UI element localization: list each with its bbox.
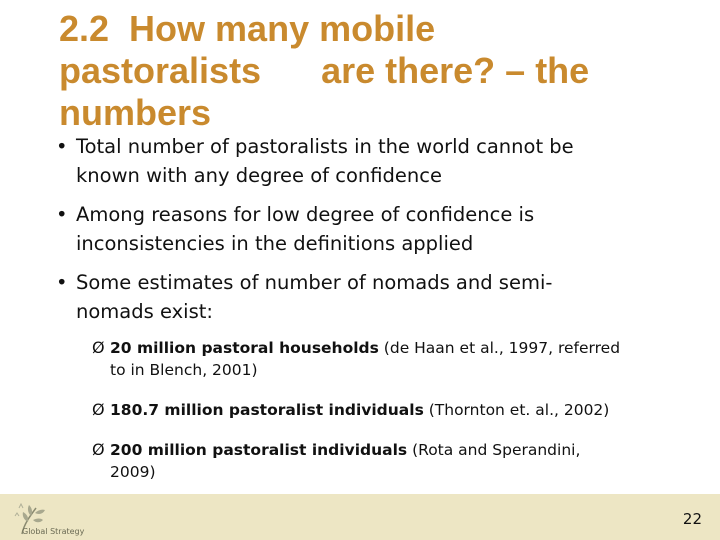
bullet-line: inconsistencies in the definitions applied bbox=[76, 232, 474, 255]
sub-bullet-line bbox=[92, 399, 682, 421]
bullet-item bbox=[56, 268, 676, 326]
bullet-line: Total number of pastoralists in the world cannot be bbox=[76, 135, 574, 158]
sub-bullet-rest: (Rota and Sperandini, bbox=[407, 441, 581, 459]
bullet-line: nomads exist: bbox=[76, 300, 213, 323]
arrow-bullet-icon: Ø bbox=[92, 400, 105, 419]
title-line-3: numbers bbox=[59, 92, 212, 133]
sub-bullet-bold: 180.7 million pastoralist individuals bbox=[110, 401, 424, 419]
bullet-item bbox=[56, 132, 676, 190]
sub-bullet-rest: (de Haan et al., 1997, referred bbox=[378, 339, 621, 357]
sub-bullet-line: to in Blench, 2001) bbox=[110, 361, 258, 379]
sub-bullet-item bbox=[92, 337, 682, 381]
bullet-line: Some estimates of number of nomads and semi- bbox=[76, 271, 553, 294]
logo-text: Global Strategy bbox=[22, 527, 85, 536]
title-line-2: pastoralists are there? – the bbox=[59, 50, 590, 91]
sub-bullet-line: 2009) bbox=[110, 463, 156, 481]
sub-bullet-rest: (Thornton et. al., 2002) bbox=[423, 401, 610, 419]
arrow-bullet-icon: Ø bbox=[92, 338, 105, 357]
title-line-1: 2.2 How many mobile bbox=[59, 8, 436, 49]
bullet-dot: • bbox=[56, 135, 68, 158]
sub-bullet-line bbox=[92, 337, 682, 359]
bullet-item bbox=[56, 200, 676, 258]
page-number: 22 bbox=[682, 510, 702, 528]
sub-bullet-bold: 20 million pastoral households bbox=[110, 339, 379, 357]
sub-bullet-item bbox=[92, 439, 682, 483]
sub-bullet-line bbox=[92, 439, 682, 461]
sub-bullet-item bbox=[92, 399, 682, 421]
bullet-dot: • bbox=[56, 271, 68, 294]
bullet-line: known with any degree of confidence bbox=[76, 164, 442, 187]
sub-bullet-bold: 200 million pastoralist individuals bbox=[110, 441, 408, 459]
bullet-dot: • bbox=[56, 203, 68, 226]
arrow-bullet-icon: Ø bbox=[92, 440, 105, 459]
bullet-line: Among reasons for low degree of confidence is bbox=[76, 203, 535, 226]
slide-footer bbox=[0, 494, 720, 540]
